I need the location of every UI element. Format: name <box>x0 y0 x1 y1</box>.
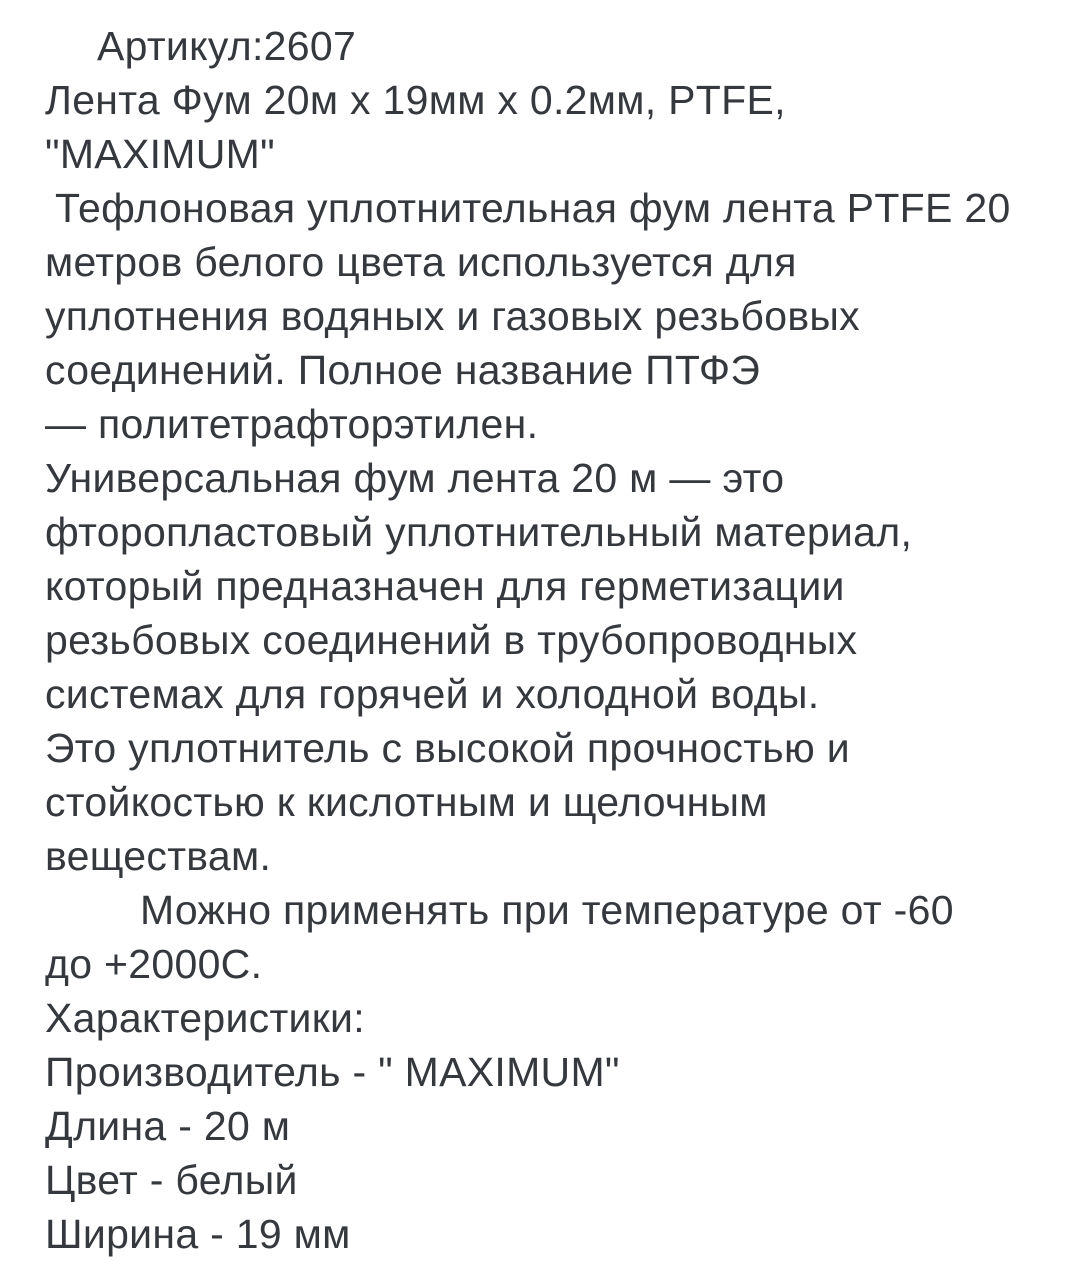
description-line: уплотнения водяных и газовых резьбовых <box>45 293 860 339</box>
product-title-line: Лента Фум 20м х 19мм х 0.2мм, PTFE, <box>45 77 786 123</box>
brand-line: "MAXIMUM" <box>45 131 275 177</box>
description-line: — политетрафторэтилен. <box>45 401 539 447</box>
length-line: Длина - 20 м <box>45 1103 291 1149</box>
description-line: Тефлоновая уплотнительная фум лента PTFE 20 <box>55 185 1011 231</box>
description-line: Это уплотнитель с высокой прочностью и <box>45 725 850 771</box>
description-line: стойкостью к кислотным и щелочным <box>45 779 768 825</box>
description-line: резьбовых соединений в трубопроводных <box>45 617 858 663</box>
color-line: Цвет - белый <box>45 1157 298 1203</box>
article-number-line: Артикул:2607 <box>97 23 357 69</box>
description-line: метров белого цвета используется для <box>45 239 797 285</box>
width-line: Ширина - 19 мм <box>45 1211 351 1257</box>
description-line: соединений. Полное название ПТФЭ <box>45 347 761 393</box>
temperature-note-line: Можно применять при температуре от -60 <box>140 887 954 933</box>
manufacturer-line: Производитель - " MAXIMUM" <box>45 1049 620 1095</box>
description-line: Универсальная фум лента 20 м — это <box>45 455 785 501</box>
temperature-note-line: до +2000С. <box>45 941 263 987</box>
characteristics-heading: Характеристики: <box>45 995 365 1041</box>
description-line: фторопластовый уплотнительный материал, <box>45 509 913 555</box>
description-line: веществам. <box>45 833 272 879</box>
description-line: который предназначен для герметизации <box>45 563 845 609</box>
description-line: системах для горячей и холодной воды. <box>45 671 820 717</box>
